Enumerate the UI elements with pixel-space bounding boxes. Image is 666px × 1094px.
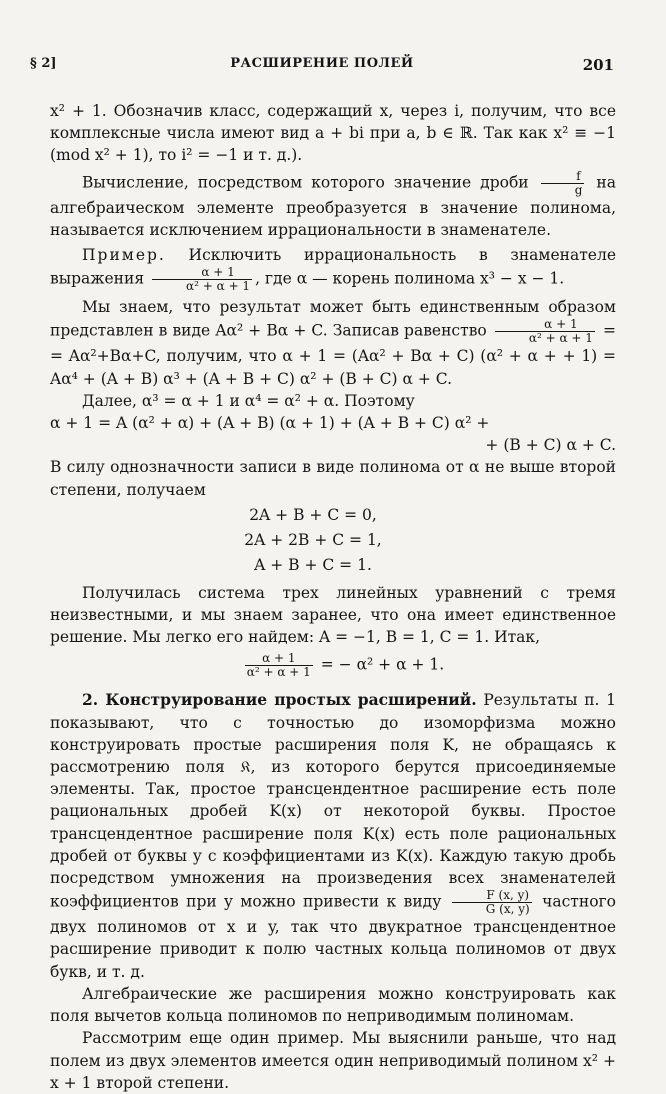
section-ref: § 2] [30,56,57,71]
fraction-equality: $\frac{\alpha + 1}{\text{α² + α + 1}}$ [495,318,595,345]
fraction-example: $\frac{\alpha + 1}{\text{α² + α + 1}}$ [152,266,252,293]
paragraph-another-example: Рассмотрим еще один пример. Мы выяснили раньше, что над полем из двух элементов имеется один неприводимый полином x² + x + 1 второй степени. [50,1029,616,1092]
paragraph-representation: Мы знаем, что результат может быть единственным образом представлен в виде Aα² + Bα + C. Записав равенство $\frac{\alpha + 1}{\text{α² + α + 1}}$ = = Aα²+Bα+C, получим, что α + 1 = (Aα² + Bα + C) (α² + α + + 1) = Aα⁴ + (A + B) α³ + (A + B + C) α² + (B + C) α + C. [50,298,616,388]
paragraph-algebraic-extensions: Алгебраические же расширения можно конструировать как поля вычетов кольца полиномов по неприводимым полиномам. [50,984,616,1026]
paragraph-simple-extensions: 2. Конструирование простых расширений. Результаты п. 1 показывают, что с точностью до изоморфизма можно конструировать простые расширения поля K, не обращаясь к рассмотрению поля 𝔎, из которого берутся присоединяемые элементы. Так, простое трансцендентное расширение есть поле рациональных дробей K(x) от некоторой буквы. Простое трансцендентное расширение поля K(x) есть поле рациональных дробей от буквы y с коэффициентами из K(x). Каждую такую дробь посредством умножения на произведения всех знаменателей коэффициентов при y можно привести к виду $\frac{F (x, y)}{G (x, y)}$ частного двух полиномов от x и y, так что двукратное трансцендентное расширение приводит к полю частных кольца полиномов от двух букв, и т. д. [50,690,616,981]
equation-system [50,503,616,578]
running-title: РАСШИРЕНИЕ ПОЛЕЙ [230,56,414,71]
final-equation: $\frac{\alpha + 1}{\text{α² + α + 1}}$ = − α² + α + 1. [246,651,445,680]
system-equation-1: 2A + B + C = 0, [249,505,377,524]
paragraph-example: Пример. Исключить иррациональность в знаменателе выражения $\frac{\alpha + 1}{\text{α² + α + 1}}$ , где α — корень полинома x³ − x − 1. [50,246,616,294]
fraction-final: $\frac{\alpha + 1}{\text{α² + α + 1}}$ [246,651,311,680]
paragraph-rationalization-definition: Вычисление, посредством которого значение дроби $\frac{f}{g}$ на алгебраическом элементе преобразуется в значение полинома, называется исключением иррациональности в знаменателе. [50,168,616,239]
fraction-F-over-G: $\frac{F (x, y)}{G (x, y)}$ [452,889,532,916]
page-body [50,100,616,1094]
paragraph-solution: Получилась система трех линейных уравнений с тремя неизвестными, и мы знаем заранее, что она имеет единственное решение. Мы легко его найдем: A = −1, B = 1, C = 1. Итак, [50,583,616,647]
system-equation-2: 2A + 2B + C = 1, [244,530,382,549]
paragraph-complex-numbers: x² + 1. Обозначив класс, содержащий x, через i, получим, что все комплексные числа имеют вид a + bi при a, b ∈ ℝ. Так как x² ≡ −1 (mod x² + 1), то i² = −1 и т. д.). [50,102,616,165]
example-label: Пример. [82,246,166,265]
equation-expansion-line1: α + 1 = A (α² + α) + (A + B) (α + 1) + (A + B + C) α² + [50,414,490,433]
paragraph-further: Далее, α³ = α + 1 и α⁴ = α² + α. Поэтому [82,391,415,410]
paragraph-uniqueness: В силу однозначности записи в виде полинома от α не выше второй степени, получаем [50,458,616,499]
system-equation-3: A + B + C = 1. [254,555,372,574]
equation-expansion-line2: + (B + C) α + C. [485,436,616,455]
page-header [30,56,614,78]
subsection-heading: 2. Конструирование простых расширений. [82,690,477,710]
page-number: 201 [582,56,614,74]
fraction-f-over-g: $\frac{f}{g}$ [541,170,585,197]
